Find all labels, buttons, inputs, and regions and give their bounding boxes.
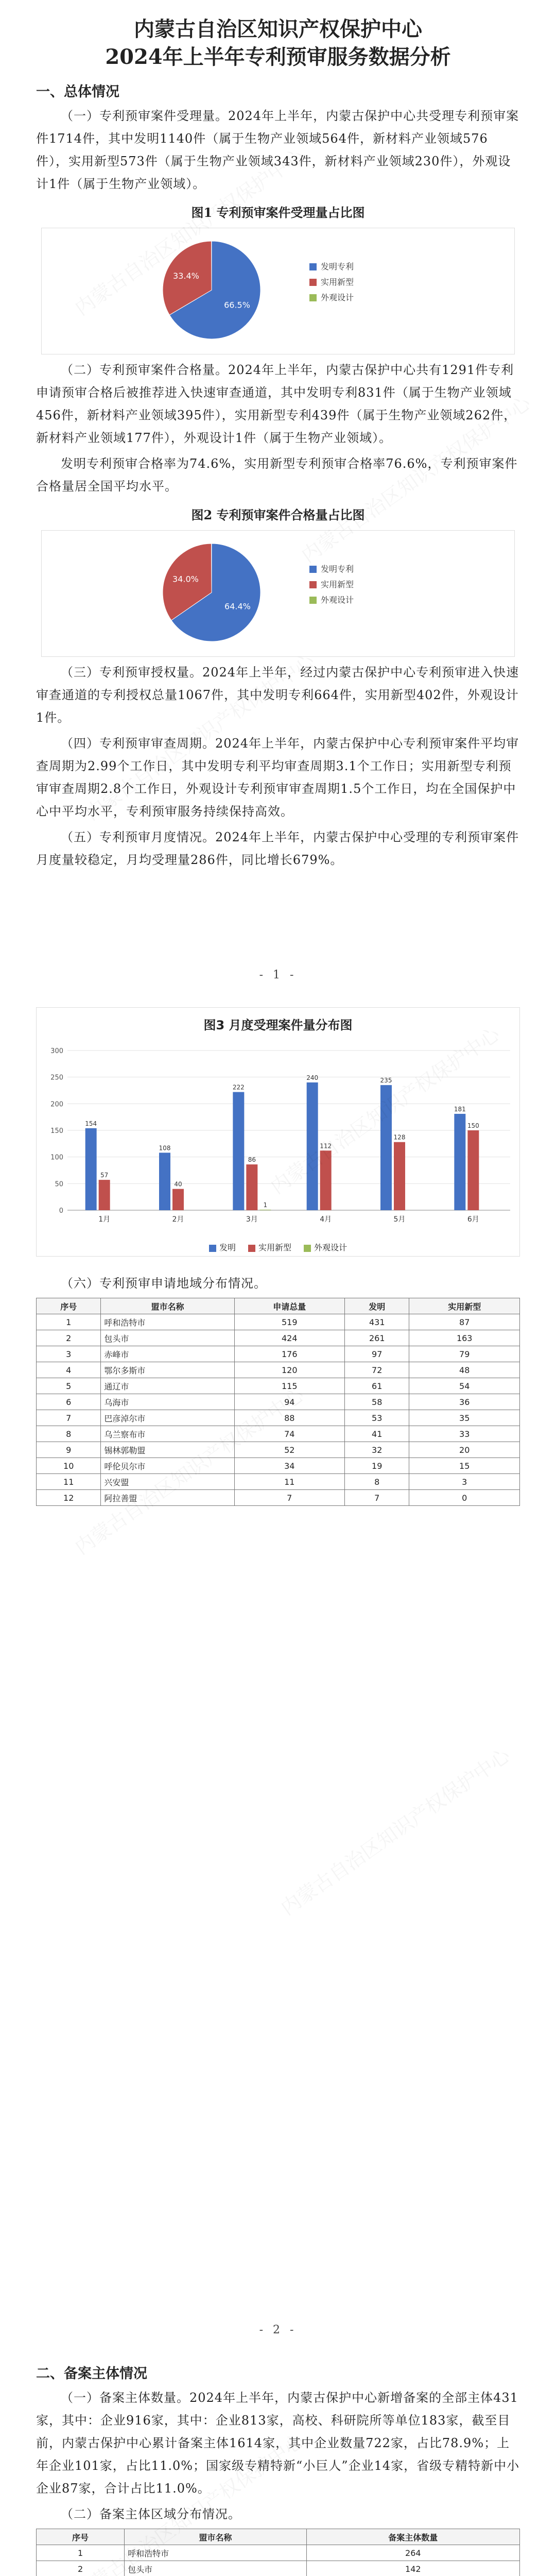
pie-chart-qualified bbox=[41, 530, 515, 657]
pie-slice-label: 66.5% bbox=[224, 300, 250, 310]
table-header-row bbox=[37, 1298, 520, 1314]
legend-swatch bbox=[209, 1245, 216, 1252]
table-cell: 11 bbox=[37, 1474, 101, 1490]
figure-caption-1: 图1 专利预审案件受理量占比图 bbox=[191, 205, 365, 220]
table-cell: 54 bbox=[409, 1378, 520, 1394]
table-cell: 176 bbox=[234, 1346, 345, 1362]
table-cell: 72 bbox=[345, 1362, 409, 1378]
page-3 bbox=[31, 2347, 525, 2576]
bar-chart-svg bbox=[37, 1040, 520, 1236]
table-row bbox=[37, 1474, 520, 1490]
pie-chart-acceptance bbox=[41, 228, 515, 354]
bar-value-label: 240 bbox=[306, 1074, 319, 1081]
table-cell: 15 bbox=[409, 1458, 520, 1474]
table-cell: 5 bbox=[37, 1378, 101, 1394]
bar-value-label: 222 bbox=[232, 1083, 245, 1091]
table-cell: 48 bbox=[409, 1362, 520, 1378]
table-cell: 包头市 bbox=[125, 2561, 307, 2576]
bar-value-label: 112 bbox=[320, 1142, 332, 1150]
bar-value-label: 108 bbox=[159, 1144, 171, 1152]
table-cell: 519 bbox=[234, 1314, 345, 1330]
page-number: - 2 - bbox=[259, 2324, 297, 2336]
bar-value-label: 128 bbox=[393, 1133, 406, 1141]
bar bbox=[307, 1082, 318, 1210]
table-row bbox=[37, 1426, 520, 1442]
paragraph-monthly: （五）专利预审月度情况。2024年上半年，内蒙古保护中心受理的专利预审案件月度量较稳定，月均受理量286件，同比增长679%。 bbox=[36, 830, 519, 867]
table-cell: 36 bbox=[409, 1394, 520, 1410]
legend-swatch bbox=[304, 1245, 311, 1252]
bar bbox=[394, 1142, 405, 1210]
table-cell: 3 bbox=[409, 1474, 520, 1490]
table-cell: 阿拉善盟 bbox=[101, 1490, 234, 1506]
table-cell: 鄂尔多斯市 bbox=[101, 1362, 234, 1378]
table-cell: 120 bbox=[234, 1362, 345, 1378]
table-cell: 424 bbox=[234, 1330, 345, 1346]
table-cell: 呼和浩特市 bbox=[101, 1314, 234, 1330]
pie-chart-2-svg bbox=[42, 531, 515, 654]
table-cell: 53 bbox=[345, 1410, 409, 1426]
pie-chart-1-svg bbox=[42, 228, 515, 352]
legend-item bbox=[304, 1241, 347, 1253]
bar-value-label: 181 bbox=[454, 1105, 466, 1113]
table-cell: 58 bbox=[345, 1394, 409, 1410]
legend-label: 实用新型 bbox=[321, 277, 354, 287]
table-cell: 142 bbox=[306, 2561, 519, 2576]
table-cell: 88 bbox=[234, 1410, 345, 1426]
bar-value-label: 150 bbox=[467, 1122, 479, 1129]
table-cell: 32 bbox=[345, 1442, 409, 1458]
x-tick-label: 5月 bbox=[393, 1215, 406, 1224]
y-tick-label: 300 bbox=[50, 1047, 63, 1055]
table-cell: 41 bbox=[345, 1426, 409, 1442]
legend-swatch bbox=[309, 581, 317, 588]
table-row bbox=[37, 1490, 520, 1506]
page-title-line1: 内蒙古自治区知识产权保护中心 bbox=[134, 17, 422, 41]
table-cell: 0 bbox=[409, 1490, 520, 1506]
page-1 bbox=[31, 0, 525, 992]
bar-value-label: 154 bbox=[85, 1120, 97, 1127]
paragraph-acceptance: （一）专利预审案件受理量。2024年上半年，内蒙古保护中心共受理专利预审案件1714件，其中发明1140件（属于生物产业领域564件，新材料产业领域576件），实用新型573件（属于生物产业领域343件，新材料产业领域230件），外观设计1件（属于生物产业领域）。 bbox=[36, 109, 519, 191]
legend-label: 发明 bbox=[219, 1243, 236, 1252]
table-cell: 呼和浩特市 bbox=[125, 2545, 307, 2561]
table-header-cell: 盟市名称 bbox=[101, 1298, 234, 1314]
table-header-cell: 实用新型 bbox=[409, 1298, 520, 1314]
legend-swatch bbox=[248, 1245, 255, 1252]
table-cell: 乌海市 bbox=[101, 1394, 234, 1410]
legend-item bbox=[209, 1241, 236, 1253]
bar bbox=[85, 1128, 97, 1210]
bar bbox=[380, 1085, 392, 1210]
table-cell: 1 bbox=[37, 1314, 101, 1330]
table-cell: 33 bbox=[409, 1426, 520, 1442]
page-number: - 1 - bbox=[259, 969, 297, 981]
section-heading-subjects: 二、备案主体情况 bbox=[36, 2366, 147, 2382]
page-2 bbox=[31, 992, 525, 2347]
table-cell: 4 bbox=[37, 1362, 101, 1378]
table-cell: 11 bbox=[234, 1474, 345, 1490]
bar bbox=[159, 1153, 170, 1210]
chart-title: 图3 月度受理案件量分布图 bbox=[203, 1018, 353, 1032]
table-row bbox=[37, 1362, 520, 1378]
y-tick-label: 200 bbox=[50, 1100, 63, 1109]
paragraph-authorization: （三）专利预审授权量。2024年上半年，经过内蒙古保护中心专利预审进入快速审查通道的专利授权总量1067件，其中发明专利664件，实用新型402件，外观设计1件。 bbox=[36, 665, 519, 725]
table-cell: 264 bbox=[306, 2545, 519, 2561]
table-cell: 94 bbox=[234, 1394, 345, 1410]
legend-label: 外观设计 bbox=[321, 293, 354, 302]
y-tick-label: 150 bbox=[50, 1127, 63, 1135]
table-row bbox=[37, 2545, 520, 2561]
table-header-cell: 序号 bbox=[37, 1298, 101, 1314]
table-cell: 6 bbox=[37, 1394, 101, 1410]
table-cell: 锡林郭勒盟 bbox=[101, 1442, 234, 1458]
bar bbox=[454, 1114, 465, 1210]
table-cell: 87 bbox=[409, 1314, 520, 1330]
table-cell: 8 bbox=[37, 1426, 101, 1442]
table-cell: 赤峰市 bbox=[101, 1346, 234, 1362]
bar bbox=[233, 1092, 244, 1210]
table-cell: 163 bbox=[409, 1330, 520, 1346]
y-tick-label: 250 bbox=[50, 1074, 63, 1082]
table-cell: 20 bbox=[409, 1442, 520, 1458]
table-cell: 2 bbox=[37, 1330, 101, 1346]
paragraph-subject-region: （二）备案主体区域分布情况。 bbox=[61, 2507, 241, 2521]
table-cell: 10 bbox=[37, 1458, 101, 1474]
table-header-row bbox=[37, 2529, 520, 2545]
table-cell: 74 bbox=[234, 1426, 345, 1442]
table-cell: 431 bbox=[345, 1314, 409, 1330]
table-row bbox=[37, 1458, 520, 1474]
y-tick-label: 50 bbox=[55, 1180, 63, 1189]
bar bbox=[246, 1164, 257, 1210]
table-cell: 12 bbox=[37, 1490, 101, 1506]
paragraph-pass-rate: 发明专利预审合格率为74.6%，实用新型专利预审合格率76.6%，专利预审案件合格量居全国平均水平。 bbox=[36, 456, 518, 494]
figure-caption-2: 图2 专利预审案件合格量占比图 bbox=[191, 507, 365, 522]
paragraph-subject-count: （一）备案主体数量。2024年上半年，内蒙古保护中心新增备案的全部主体431家，其中：企业916家，其中：企业813家，高校、科研院所等单位183家，截至目前，内蒙古保护中心累计备案主体1614家，其中企业数量722家，占比78.9%；上年企业101家，占比11.0%；国家级专精特新“小巨人”企业14家，省级专精特新中小企业87家，合计占比11.0%。 bbox=[36, 2391, 520, 2496]
paragraph-review-cycle: （四）专利预审审查周期。2024年上半年，内蒙古保护中心专利预审案件平均审查周期为2.99个工作日，其中发明专利平均审查周期3.1个工作日；实用新型专利预审审查周期2.8个工作日，外观设计专利预审审查周期1.5个工作日，均在全国保护中心中平均水平，专利预审服务持续保持高效。 bbox=[36, 736, 519, 819]
legend-label: 外观设计 bbox=[321, 595, 354, 605]
table-cell: 1 bbox=[37, 2545, 125, 2561]
pie-slice-label: 64.4% bbox=[224, 601, 251, 612]
bar-value-label: 57 bbox=[100, 1172, 109, 1179]
table-row bbox=[37, 1314, 520, 1330]
table-header-cell: 序号 bbox=[37, 2529, 125, 2545]
chart-legend bbox=[37, 1238, 519, 1256]
bar-value-label: 40 bbox=[174, 1180, 182, 1188]
legend-swatch bbox=[309, 263, 317, 270]
table-cell: 7 bbox=[37, 1410, 101, 1426]
table-cell: 通辽市 bbox=[101, 1378, 234, 1394]
table-cell: 34 bbox=[234, 1458, 345, 1474]
table-cell: 261 bbox=[345, 1330, 409, 1346]
bar bbox=[320, 1150, 332, 1210]
pie-slice-label: 34.0% bbox=[172, 574, 199, 584]
table-header-cell: 盟市名称 bbox=[125, 2529, 307, 2545]
legend-label: 实用新型 bbox=[258, 1243, 291, 1252]
bar-value-label: 1 bbox=[263, 1201, 268, 1209]
table-header-cell: 发明 bbox=[345, 1298, 409, 1314]
legend-swatch bbox=[309, 294, 317, 301]
table-row bbox=[37, 1442, 520, 1458]
region-table bbox=[36, 1298, 520, 1506]
pie-slice-label: 33.4% bbox=[173, 270, 199, 281]
table-cell: 115 bbox=[234, 1378, 345, 1394]
table-cell: 8 bbox=[345, 1474, 409, 1490]
table-row bbox=[37, 1410, 520, 1426]
table-header-cell: 备案主体数量 bbox=[306, 2529, 519, 2545]
table-cell: 呼伦贝尔市 bbox=[101, 1458, 234, 1474]
x-tick-label: 3月 bbox=[246, 1215, 258, 1224]
table-cell: 7 bbox=[345, 1490, 409, 1506]
table-cell: 乌兰察布市 bbox=[101, 1426, 234, 1442]
table-header-cell: 申请总量 bbox=[234, 1298, 345, 1314]
x-tick-label: 4月 bbox=[320, 1215, 332, 1224]
subject-region-table bbox=[36, 2529, 520, 2576]
x-tick-label: 2月 bbox=[172, 1215, 184, 1224]
table-cell: 19 bbox=[345, 1458, 409, 1474]
table-cell: 61 bbox=[345, 1378, 409, 1394]
y-tick-label: 100 bbox=[50, 1154, 63, 1162]
table-row bbox=[37, 1394, 520, 1410]
paragraph-qualified: （二）专利预审案件合格量。2024年上半年，内蒙古保护中心共有1291件专利申请预审合格后被推荐进入快速审查通道，其中发明专利831件（属于生物产业领域456件，新材料产业领域395件），实用新型专利439件（属于生物产业领域262件，新材料产业领域177件），外观设计1件（属于生物产业领域）。 bbox=[36, 363, 517, 445]
bar bbox=[99, 1180, 110, 1210]
bar bbox=[467, 1130, 479, 1210]
table-cell: 97 bbox=[345, 1346, 409, 1362]
bar-chart-monthly bbox=[36, 1007, 520, 1257]
x-tick-label: 1月 bbox=[98, 1215, 111, 1224]
table-cell: 7 bbox=[234, 1490, 345, 1506]
legend-item bbox=[248, 1241, 291, 1253]
page-title-line2: 2024年上半年专利预审服务数据分析 bbox=[105, 45, 451, 69]
x-tick-label: 6月 bbox=[467, 1215, 479, 1224]
table-cell: 2 bbox=[37, 2561, 125, 2576]
legend-label: 发明专利 bbox=[321, 564, 354, 574]
y-tick-label: 0 bbox=[59, 1207, 63, 1215]
legend-swatch bbox=[309, 597, 317, 604]
table-cell: 巴彦淖尔市 bbox=[101, 1410, 234, 1426]
legend-swatch bbox=[309, 279, 317, 286]
bar-value-label: 235 bbox=[380, 1077, 392, 1084]
table-cell: 9 bbox=[37, 1442, 101, 1458]
table-row bbox=[37, 1346, 520, 1362]
legend-label: 发明专利 bbox=[321, 262, 354, 272]
table-row bbox=[37, 2561, 520, 2576]
section-heading-overview: 一、总体情况 bbox=[36, 84, 119, 100]
watermark bbox=[274, 1740, 514, 1920]
table-cell: 35 bbox=[409, 1410, 520, 1426]
legend-label: 外观设计 bbox=[314, 1243, 348, 1252]
table-cell: 兴安盟 bbox=[101, 1474, 234, 1490]
bar bbox=[172, 1189, 184, 1210]
paragraph-region: （六）专利预审申请地域分布情况。 bbox=[61, 1276, 267, 1291]
table-row bbox=[37, 1378, 520, 1394]
table-cell: 79 bbox=[409, 1346, 520, 1362]
table-cell: 包头市 bbox=[101, 1330, 234, 1346]
legend-label: 实用新型 bbox=[321, 580, 354, 589]
table-cell: 3 bbox=[37, 1346, 101, 1362]
legend-swatch bbox=[309, 566, 317, 573]
table-cell: 52 bbox=[234, 1442, 345, 1458]
table-row bbox=[37, 1330, 520, 1346]
bar-value-label: 86 bbox=[248, 1156, 256, 1164]
